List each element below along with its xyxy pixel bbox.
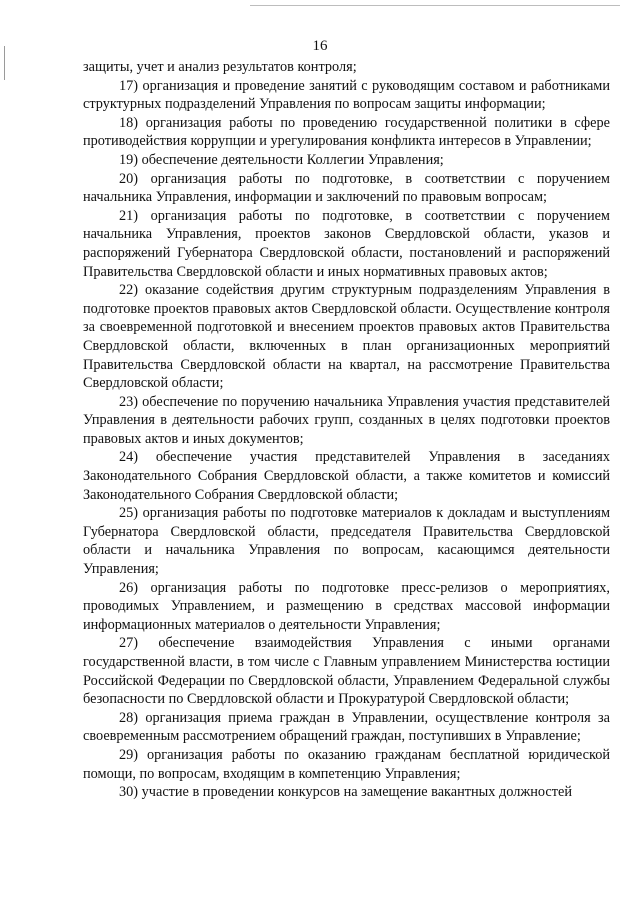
paragraph-item-23: 23) обеспечение по поручению начальника Управления участия представителей Управления в деятельности рабочих групп, созданных в целях подготовки проектов правовых актов и иных документов; <box>83 393 610 447</box>
paragraph-item-20: 20) организация работы по подготовке, в соответствии с поручением начальника Управления, информации и заключений по правовым вопросам; <box>83 170 610 206</box>
paragraph-continued: защиты, учет и анализ результатов контроля; <box>83 59 357 75</box>
paragraph-item-25: 25) организация работы по подготовке материалов к докладам и выступлениям Губернатора Свердловской области, председателя Правительства Свердловской области и начальника Управления по вопросам, касающимся деятельности Управления; <box>83 505 610 578</box>
paragraph-item-17: 17) организация и проведение занятий с руководящим составом и работниками структурных подразделений Управления по вопросам защиты информации; <box>83 77 610 113</box>
paragraph-item-28: 28) организация приема граждан в Управлении, осуществление контроля за своевременным рассмотрением обращений граждан, поступивших в Управление; <box>83 709 610 745</box>
paragraph-item-19: 19) обеспечение деятельности Коллегии Управления; <box>119 151 444 168</box>
page-number: 16 <box>312 38 328 54</box>
scan-edge-line <box>250 5 620 6</box>
paragraph-item-29: 29) организация работы по оказанию гражданам бесплатной юридической помощи, по вопросам, входящим в компетенцию Управления; <box>83 746 610 782</box>
paragraph-item-27: 27) обеспечение взаимодействия Управления с иными органами государственной власти, в том числе с Главным управлением Министерства юстиции Российской Федерации по Свердловской области, Управлением Федеральной службы безопасности по Свердловской области и Прокуратурой Свердловской области; <box>83 635 610 708</box>
paragraph-item-21: 21) организация работы по подготовке, в соответствии с поручением начальника Управления, проектов законов Свердловской области, указов и распоряжений Губернатора Свердловской области, постановлений и распоряжений Правительства Свердловской области и иных нормативных правовых актов; <box>83 207 610 280</box>
paragraph-item-26: 26) организация работы по подготовке пресс-релизов о мероприятиях, проводимых Управлением, и размещению в средствах массовой информации информационных материалов о деятельности Управления; <box>83 579 610 633</box>
paragraph-item-22: 22) оказание содействия другим структурным подразделениям Управления в подготовке проектов правовых актов Свердловской области. Осуществление контроля за своевременной подготовкой и внесением проектов правовых актов Правительства Свердловской области, включенных в план организационных мероприятий Правительства Свердловской области на квартал, на рассмотрение Правительства Свердловской области; <box>83 282 610 392</box>
paragraph-item-24: 24) обеспечение участия представителей Управления в заседаниях Законодательного Собрания Свердловской области, а также комитетов и комиссий Законодательного Собрания Свердловской области; <box>83 449 610 503</box>
document-body <box>83 58 610 802</box>
paragraph-item-18: 18) организация работы по проведению государственной политики в сфере противодействия коррупции и урегулирования конфликта интересов в Управлении; <box>83 114 610 150</box>
paragraph-item-30: 30) участие в проведении конкурсов на замещение вакантных должностей <box>119 784 572 801</box>
